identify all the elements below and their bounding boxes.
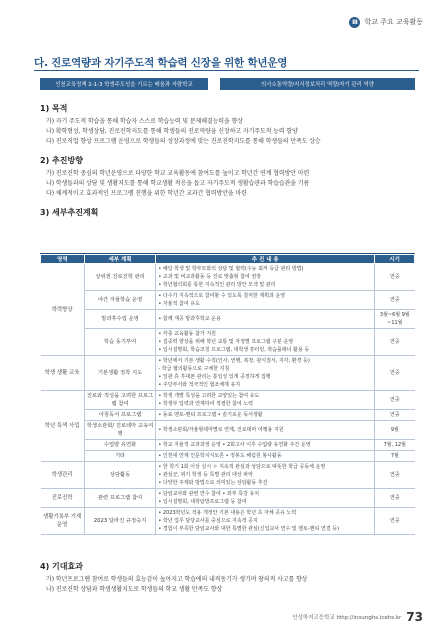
policy-tag-left: 인천교육정책 2-1-3 학생주도성을 기르는 배움과 자람학교 xyxy=(40,78,208,90)
detail-cell xyxy=(156,508,375,535)
detail-line: • 일관 휴 후대폰 관리는 통일성 있게 공정하게 집행 xyxy=(158,374,271,380)
detail-cell xyxy=(156,421,375,440)
detail-line: • 함께 재공 방과후학교 운용 xyxy=(158,316,221,322)
detail-line: • 경험이 부족한 담임교사와 대한 특별한 관심(신입교사 연수 및 멘토-멘티 연결 등) xyxy=(158,526,340,532)
detail-line: • 한 학기 1회 이상 실시 ㅇ 지속적 관심과 상담으로 따뜻한 학급 공동체 운영 xyxy=(158,464,326,470)
table-row xyxy=(41,410,415,421)
table-row xyxy=(41,421,415,440)
schedule-cell: 연중 xyxy=(375,410,415,421)
detail-line: • 동료 멘토-멘티 프로그램 • 슬기로운 독서생활 xyxy=(158,412,263,418)
strategy-item: 가) 진로진학 중심의 학년운영으로 다양한 학교 교육활동에 참여도를 높이고 학년간 연계 협력방안 마련 xyxy=(46,170,310,177)
detail-line: • 입시설명회, 대학탐방프로그램 등 참여 xyxy=(158,499,247,505)
detail-cell xyxy=(156,410,375,421)
detail-line: - 학급 협의활동으로 구체한 지침 xyxy=(158,366,230,372)
detail-cell xyxy=(156,356,375,391)
detail-line: • 주당부서와 적극적인 협조체제 유지 xyxy=(158,382,241,388)
detail-line: • 해당 학생 및 학부모와의 상담 및 협력(수능 최저 등급 관리 방법) xyxy=(158,266,304,272)
detail-line: • 자율적 참여 유도 xyxy=(158,301,200,307)
schedule-cell: 연중 xyxy=(375,462,415,489)
detail-cell xyxy=(156,291,375,310)
plan-cell: 2023 달라진 규정숙지 xyxy=(84,508,156,535)
table-row xyxy=(41,451,415,462)
table-row xyxy=(41,291,415,310)
detail-cell xyxy=(156,264,375,291)
area-cell: 생활기록부 기재운영 xyxy=(41,508,85,535)
detail-line: • 다양한 주제와 방법으로 의미있는 상담활동 추진 xyxy=(158,480,268,486)
detail-plan-heading: 3) 세부추진계획 xyxy=(40,208,99,217)
schedule-cell: 연중 xyxy=(375,489,415,508)
detail-line: • 학년에서 기본 생활 수칙(인사, 언행, 복장, 관식질서, 지각, 환경 등) xyxy=(158,358,310,364)
page-title: 다. 진로역량과 자기주도적 학습력 신장을 위한 학년운영 xyxy=(34,57,288,69)
competency-tag-right: 의사소통역량/지식정보처리 역량/자기 관리 역량 xyxy=(220,78,415,90)
table-row xyxy=(41,329,415,356)
col-header-area: 영역 xyxy=(41,255,85,264)
plan-cell: 학생소관회/ 진로테마 교육여행 xyxy=(84,421,156,440)
purpose-item: 다) 진로직업 향상 프로그램 운영으로 학생들의 성장과정에 맞는 진로진학지도를 통해 학생들의 만족도 상승 xyxy=(46,138,321,145)
detail-line: • 학생부 입력과 연계하여 적절한 참여 노력 xyxy=(158,401,253,407)
detail-line: • 관심군, 위기 학생 등 특별 관리 대상 파악 xyxy=(158,472,253,478)
schedule-cell: 7월, 12월 xyxy=(375,440,415,451)
schedule-cell: 연중 xyxy=(375,264,415,291)
strategy-item: 다) 체계적이고 효과적인 프로그램 진행을 위한 학년간 교과간 협력방안을 마련 xyxy=(46,190,247,197)
table-row xyxy=(41,391,415,410)
plan-cell: 방과후수업 운영 xyxy=(84,310,156,329)
purpose-item: 나) 확학형성, 학생상담, 진로진학지도를 통해 학생들의 진로역량을 신장하고 자기주도적 능력 함양 xyxy=(46,128,298,135)
purpose-heading: 1) 목적 xyxy=(40,104,68,113)
area-cell: 학력향상 xyxy=(41,264,85,356)
col-header-plan: 세부 계획 xyxy=(84,255,156,264)
area-cell: 학생관리 xyxy=(41,462,85,489)
detail-cell xyxy=(156,440,375,451)
table-row xyxy=(41,440,415,451)
detail-line: • 입시설명회, 학습코칭 프로그램, 대학생 튜터링, 학습플래너 활용 등 xyxy=(158,347,310,353)
detail-cell xyxy=(156,489,375,508)
strategy-heading: 2) 추진방향 xyxy=(40,156,83,165)
schedule-cell: 7월 xyxy=(375,451,415,462)
footer-site: 인성하지고등학교 http://insunghs.icehs.kr xyxy=(292,615,402,621)
schedule-cell: 3월~6월 9월~11월 xyxy=(375,310,415,329)
expected-effect-heading: 4) 기대효과 xyxy=(40,562,83,571)
detail-line: • 학교 자율적 교과과정 운영 • 2회고사 이후 수업량 유연화 주간 운영 xyxy=(158,442,311,448)
detail-line: • 담임교사와 관련 연수 참여 • 외부 특강 유치 xyxy=(158,491,260,497)
detail-line: • 학생소관회/자율형테마별로 연계, 진로테마 여행용 지원 xyxy=(158,427,284,433)
plan-cell: 진로와 적성을 고려한 프로그램 참여 xyxy=(84,391,156,410)
page-number: 73 xyxy=(406,610,423,624)
detail-cell xyxy=(156,462,375,489)
table-row xyxy=(41,356,415,391)
detail-line: • 교과 및 비교과활동 등 진로 맞춤형 참여 권장 xyxy=(158,274,261,280)
policy-tag-row xyxy=(40,78,415,90)
table-row xyxy=(41,489,415,508)
detail-cell xyxy=(156,310,375,329)
detail-line: • 다수가 지속적으로 참여할 수 있도록 철저한 계획과 운영 xyxy=(158,293,286,299)
schedule-cell: 연중 xyxy=(375,391,415,410)
detail-line: • 집중력 향상을 위해 학년 교통 및 자정별 프로그램 구분 운영 xyxy=(158,339,294,345)
detail-cell xyxy=(156,329,375,356)
plan-cell: 기타 xyxy=(84,451,156,462)
table-row xyxy=(41,508,415,535)
detail-line: • 인천대 연계 인문학지식토론 • 정봉도 해림원 봉사활동 xyxy=(158,453,282,459)
purpose-item: 가) 자기 주도적 학습을 통해 학습자 스스로 학습능력 및 문제해결능력을 향상 xyxy=(46,118,243,125)
detail-line: • 학생 개별 특성을 고려한 교양있는 참여 유도 xyxy=(158,393,260,399)
schedule-cell: 연중 xyxy=(375,329,415,356)
area-cell: 학년 특색 사업 xyxy=(41,391,85,462)
table-row xyxy=(41,462,415,489)
detail-cell xyxy=(156,391,375,410)
title-divider xyxy=(34,70,419,71)
col-header-schedule: 시기 xyxy=(375,255,415,264)
plan-cell: 야간 자율학습 운영 xyxy=(84,291,156,310)
area-cell: 학생 생활 교육 xyxy=(41,356,85,391)
detail-cell xyxy=(156,451,375,462)
col-header-content: 추 진 내 용 xyxy=(156,255,375,264)
expected-effect-item: 나) 진로진학 상담과 학생생활지도로 학생들의 학교 생활 만족도 향상 xyxy=(46,586,223,593)
plan-cell: 상담활동 xyxy=(84,462,156,489)
plan-cell: 아침독서 프로그램 xyxy=(84,410,156,421)
table-header-row xyxy=(41,255,415,264)
expected-effect-item: 가) 학년프로그램 참여로 학생들의 효능감이 높아지고 학습에의 내적동기가 생기며 창의적 사고를 향상 xyxy=(46,576,308,583)
table-row xyxy=(41,264,415,291)
schedule-cell: 연중 xyxy=(375,291,415,310)
section-header-title: 학교 주요 교육활동 xyxy=(364,18,423,26)
detail-line: • 2023학년도 적용 개정안 기본 내용은 학년 초 자체 공유 노력 xyxy=(158,510,297,516)
schedule-cell: 연중 xyxy=(375,508,415,535)
plan-cell: 수업량 유연화 xyxy=(84,440,156,451)
schedule-cell: 9월 xyxy=(375,421,415,440)
detail-line: • 각종 교육활동 참가 지원 xyxy=(158,331,216,337)
plan-cell: 관련 프로그램 참여 xyxy=(84,489,156,508)
table-row xyxy=(41,310,415,329)
detail-line: • 학년협의회를 통한 지속적인 관리 방안 모색 및 관리 xyxy=(158,282,276,288)
plan-cell: 상위권 진로진학 관리 xyxy=(84,264,156,291)
section-header xyxy=(349,15,423,29)
strategy-item: 나) 학생들과의 상담 및 생활지도를 통해 학교생활 적응을 돕고 자기주도적 생활습관과 학습습관을 기름 xyxy=(46,180,310,187)
detail-line: • 학년 업무 담당교사를 중심으로 지속적 공지 xyxy=(158,518,258,524)
schedule-cell: 연중 xyxy=(375,356,415,391)
plan-cell: 학습 동기부여 xyxy=(84,329,156,356)
detail-plan-table xyxy=(40,254,415,535)
section-number-badge: Ⅲ xyxy=(349,17,360,28)
page-footer xyxy=(292,610,423,624)
plan-cell: 기본생활 정착 지도 xyxy=(84,356,156,391)
area-cell: 진로진학 xyxy=(41,489,85,508)
